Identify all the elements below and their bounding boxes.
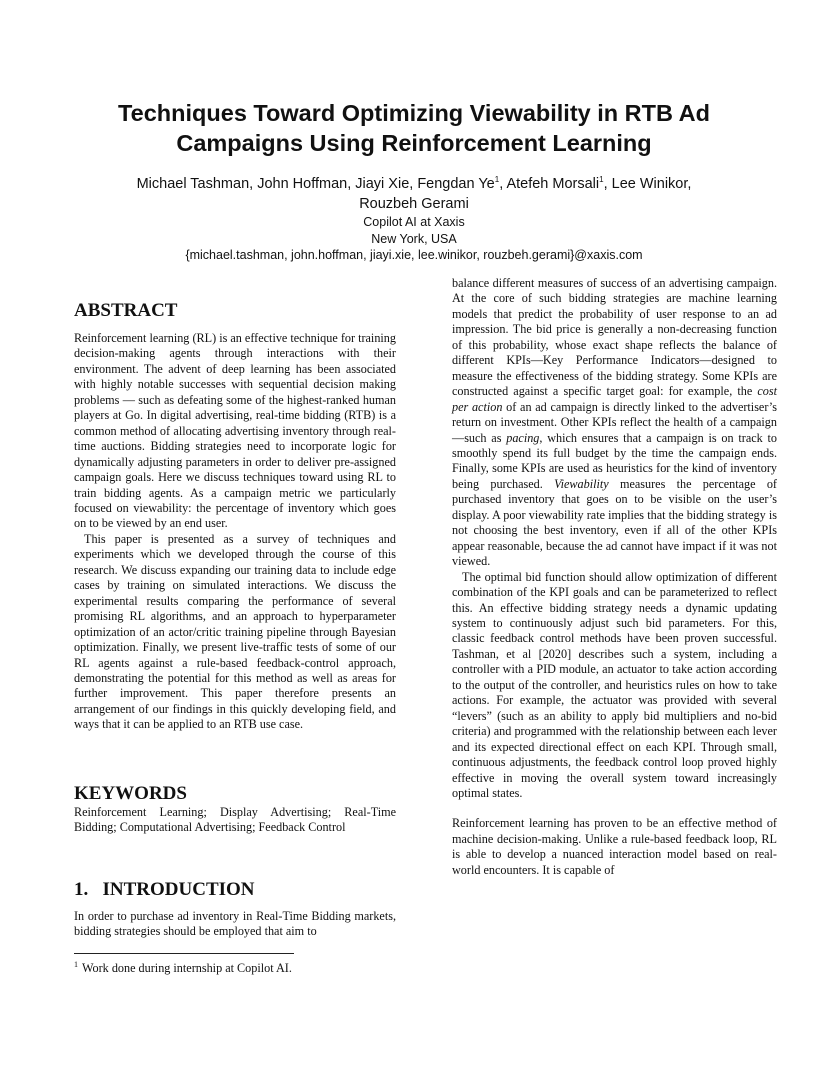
abstract-paragraph-1: Reinforcement learning (RL) is an effective technique for training decision-making agents through interactions with their environment. The advent of deep learning has been associated with highly notable successes with sequential decision making problems — such as defeating some of the highest-ranked human players at Go. In digital advertising, real-time bidding (RTB) is a common method of allocating advertising inventory through real-time auctions. Bidding strategies need to incorporate logic for dynamically adjusting parameters in order to deliver pre-assigned campaign goals. Here we discuss techniques toward using RL to train bidding agents. As a campaign metric we particularly focused on viewability: the percentage of inventory which goes on to be viewed by an end user. <box>74 331 396 531</box>
email-list: {michael.tashman, john.hoffman, jiayi.xie, lee.winikor, rouzbeh.gerami}@xaxis.com <box>185 248 643 262</box>
introduction-heading: 1. INTRODUCTION <box>74 879 255 900</box>
authors-part-b: , Atefeh Morsali <box>499 176 600 192</box>
footnote-rule <box>74 953 294 954</box>
right-column-body <box>452 276 777 878</box>
affiliation: Copilot AI at Xaxis <box>363 215 465 229</box>
paper-title <box>60 98 768 158</box>
location: New York, USA <box>371 232 457 246</box>
intro-paragraph-4: Reinforcement learning has proven to be an effective method of machine decision-making. Unlike a rule-based feedback loop, RL is able to develop a nuanced interaction model based on real-world encounters. It is capable of <box>452 816 777 877</box>
keywords-text <box>74 805 396 836</box>
footnote-marker: 1 <box>599 175 604 185</box>
authors-part-a: Michael Tashman, John Hoffman, Jiayi Xie, Fengdan Ye <box>136 176 495 192</box>
footnote-marker: 1 <box>494 175 500 185</box>
footnote-number: 1 <box>74 959 78 969</box>
title-line-1: Techniques Toward Optimizing Viewability in RTB Ad <box>118 100 710 126</box>
keywords-paragraph: Reinforcement Learning; Display Advertising; Real-Time Bidding; Computational Advertising; Feedback Control <box>74 805 396 835</box>
title-line-2: Campaigns Using Reinforcement Learning <box>176 130 652 156</box>
emphasis-cost-per-action: cost per action <box>452 384 777 414</box>
introduction-paragraph-1: In order to purchase ad inventory in Real-Time Bidding markets, bidding strategies should be employed that aim to <box>74 909 396 939</box>
author-list <box>70 174 758 214</box>
emphasis-pacing: pacing <box>506 430 540 445</box>
text-run: measures the percentage of purchased inventory that goes on to be visible on the user’s display. A poor viewability rate implies that the bidding strategy is not choosing the best inventory, even if all of the other KPIs appear reasonable, because the ad cannot have impact if it was not viewed. <box>452 476 777 569</box>
intro-paragraph-2 <box>452 276 777 570</box>
text-run: balance different measures of success of an advertising campaign. At the core of such bidding strategies are machine learning models that predict the probability of user response to an ad impression. The bid price is generally a non-decreasing function of this probability, whose exact shape reflects the balance of different KPIs—Key Performance Indicators—designed to measure the effectiveness of the bidding strategy. Some KPIs are constructed against a specific target goal: for example, the <box>452 276 777 399</box>
text-run: , which ensures that a campaign is on track to smoothly spend its full budget by the time the campaign ends. Finally, some KPIs are used as heuristics for the kind of inventory being purchased. <box>452 430 777 491</box>
abstract-body <box>74 331 396 733</box>
abstract-paragraph-2: This paper is presented as a survey of techniques and experiments which we developed through the course of this research. We discuss expanding our training data to include edge cases by training on simulated interactions. We discuss the experimental results comparing the performance of several promising RL algorithms, and an approach to hyperparameter optimization of an actor/critic training pipeline through Bayesian optimization. Finally, we present live-traffic tests of some of our RL agents against a rule-based feedback-control approach, demonstrating the potential for this method as well as areas for further improvement. This paper therefore presents an arrangement of our findings in this quickly developing field, and ways that it can be applied to an RTB use case. <box>74 531 396 732</box>
authors-line-2: Rouzbeh Gerami <box>359 196 469 212</box>
text-run: of an ad campaign is directly linked to the advertiser’s return on investment. Other KPIs reflect the health of a campaign—such as <box>452 399 777 445</box>
footnote <box>74 961 292 976</box>
intro-paragraph-3: The optimal bid function should allow optimization of different combination of the KPI goals and can be parameterized to reflect this. An effective bidding strategy needs a dynamic updating system to continuously adjust such bid parameters. For this, classic feedback control methods have been proven successful. Tashman, et al [2020] describes such a system, including a controller with a PID module, an actuator to take action according to the output of the controller, and heuristics rules on how to take actions. For example, the actuator was provided with several “levers” (such as an ability to apply bid multipliers and no-bid criteria) and programmed with the relationship between each lever and its expected directional effect on each KPI. Through small, continuous adjustments, the feedback control loop proved highly effective in moving the overall system toward increasingly optimal states. <box>452 569 777 800</box>
emphasis-viewability: Viewability <box>554 476 609 491</box>
authors-part-c: , Lee Winikor, <box>603 176 692 192</box>
abstract-heading: ABSTRACT <box>74 300 178 321</box>
introduction-body <box>74 909 396 940</box>
footnote-text: Work done during internship at Copilot AI. <box>82 961 292 975</box>
keywords-heading: KEYWORDS <box>74 783 187 804</box>
